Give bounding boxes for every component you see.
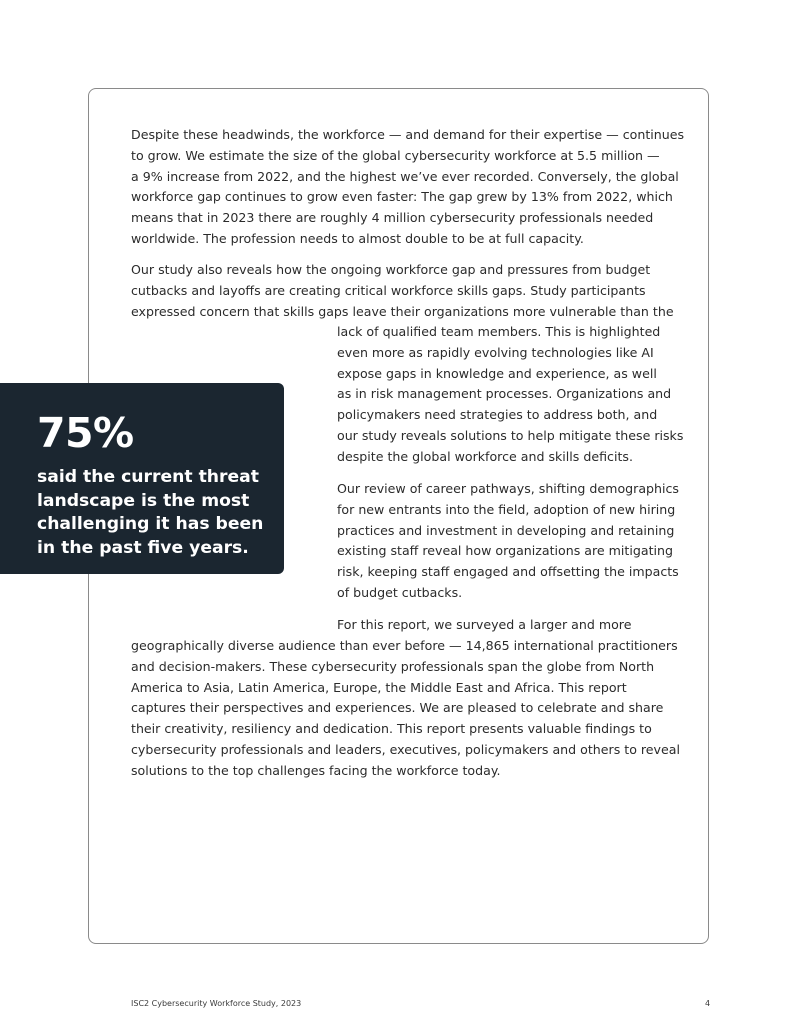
stat-percentage: 75% (37, 409, 134, 457)
stat-description-line: challenging it has been (37, 514, 264, 534)
text-line: despite the global workforce and skills deficits. (337, 448, 633, 464)
page-number: 4 (705, 999, 711, 1008)
stat-description (37, 466, 263, 560)
text-line: worldwide. The profession needs to almost double to be at full capacity. (131, 230, 584, 246)
paragraph-career-pathways (337, 479, 679, 604)
text-line: as in risk management processes. Organizations and (337, 386, 672, 402)
text-line: to grow. We estimate the size of the global cybersecurity workforce at 5.5 million — (131, 147, 660, 163)
text-line: solutions to the top challenges facing the workforce today. (131, 762, 501, 778)
stat-description-line: landscape is the most (37, 490, 250, 511)
text-line: expressed concern that skills gaps leave their organizations more vulnerable than the (131, 303, 674, 319)
paragraph-survey-audience (337, 615, 631, 636)
text-line: For this report, we surveyed a larger and more (337, 617, 632, 632)
text-line: for new entrants into the field, adoption of new hiring (337, 501, 676, 517)
text-line: even more as rapidly evolving technologies like AI (337, 344, 654, 360)
paragraph-workforce-size (131, 125, 684, 250)
paragraph-skills-gaps-continued (337, 322, 683, 468)
text-line: workforce gap continues to grow even faster: The gap grew by 13% from 2022, which (131, 189, 673, 205)
text-line: cutbacks and layoffs are creating critical workforce skills gaps. Study participants (131, 282, 646, 298)
text-line: their creativity, resiliency and dedication. This report presents valuable findings to (131, 721, 652, 737)
text-line: risk, keeping staff engaged and offsetting the impacts (337, 564, 679, 580)
text-line: and decision-makers. These cybersecurity professionals span the globe from North (131, 658, 655, 674)
text-line: cybersecurity professionals and leaders, executives, policymakers and others to reveal (131, 741, 680, 757)
stat-description-line: said the current threat (37, 467, 259, 487)
stat-description-line: in the past five years. (37, 537, 249, 558)
text-line: policymakers need strategies to address both, and (337, 407, 658, 423)
text-line: existing staff reveal how organizations are mitigating (337, 543, 673, 559)
text-line: a 9% increase from 2022, and the highest we’ve ever recorded. Conversely, the global (131, 168, 679, 184)
text-line: lack of qualified team members. This is highlighted (337, 324, 661, 339)
text-line: means that in 2023 there are roughly 4 million cybersecurity professionals needed (131, 210, 654, 226)
text-line: expose gaps in knowledge and experience, as well (337, 365, 657, 381)
text-line: America to Asia, Latin America, Europe, the Middle East and Africa. This report (131, 679, 627, 695)
text-line: our study reveals solutions to help mitigate these risks (337, 427, 684, 443)
text-line: Despite these headwinds, the workforce — and demand for their expertise — continues (131, 127, 685, 142)
text-line: captures their perspectives and experiences. We are pleased to celebrate and share (131, 700, 664, 716)
text-line: Our study also reveals how the ongoing workforce gap and pressures from budget (131, 262, 651, 277)
text-line: practices and investment in developing and retaining (337, 522, 675, 538)
footer-report-title: ISC2 Cybersecurity Workforce Study, 2023 (131, 999, 302, 1008)
text-line: of budget cutbacks. (337, 584, 463, 600)
paragraph-skills-gaps (131, 260, 674, 322)
text-line: Our review of career pathways, shifting demographics (337, 481, 679, 496)
text-line: geographically diverse audience than ever before — 14,865 international practitioners (131, 638, 678, 653)
paragraph-survey-audience-continued (131, 636, 680, 782)
